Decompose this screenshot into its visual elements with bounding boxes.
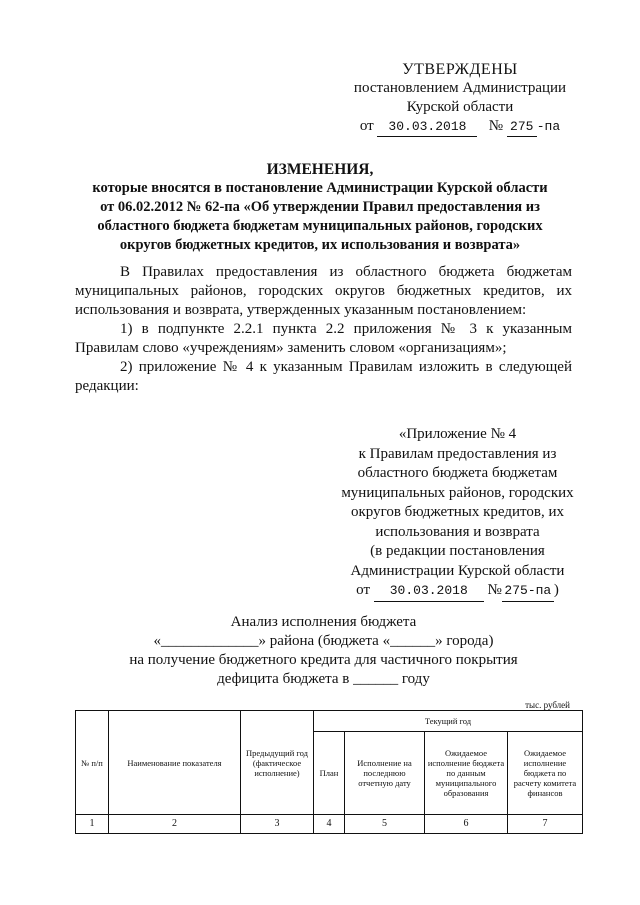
approval-date-prefix: от [359,118,374,134]
appendix-number: 275-па [502,581,554,602]
header-expected-municipal: Ожидаемое исполнение бюджета по данным муниципального образования [425,732,508,815]
appendix-date-prefix: от [356,582,371,598]
approval-date-line [340,117,580,137]
header-num: № п/п [76,711,109,815]
paragraph-intro: В Правилах предоставления из областного бюджета бюджетам муниципальных районов, городских округов бюджетных кредитов, их использования и возврата, утвержденных указанным постановлением: [75,264,572,318]
header-name: Наименование показателя [109,711,241,815]
approval-number-suffix: -па [536,119,561,134]
header-current-year: Текущий год [314,711,583,732]
heading-line-2: от 06.02.2012 № 62-па «Об утверждении Правил предоставления из [100,199,540,215]
analysis-line-4: дефицита бюджета в ______ году [217,671,430,687]
appendix-close: ) [553,582,559,598]
approval-num-prefix: № [488,118,503,134]
col-number-5: 5 [345,815,425,834]
budget-analysis-table [75,710,583,834]
appendix-line-3: областного бюджета бюджетам [357,465,558,481]
appendix-line-4: муниципальных районов, городских [341,484,574,501]
approval-date: 30.03.2018 [377,117,477,137]
heading-line-1: которые вносятся в постановление Администрации Курской области [92,180,548,196]
units-label: тыс. рублей [525,700,570,710]
approval-line-1: постановлением Администрации [353,80,567,96]
paragraph-item-2: 2) приложение № 4 к указанным Правилам изложить в следующей редакции: [75,359,572,394]
approval-number: 275 [507,117,537,137]
appendix-line-2: к Правилам предоставления из [358,445,557,462]
analysis-line-1: Анализ исполнения бюджета [230,614,417,630]
table-row [76,815,583,834]
col-number-3: 3 [241,815,314,834]
col-number-1: 1 [76,815,109,834]
header-plan: План [314,732,345,815]
appendix-line-7: (в редакции постановления [370,543,545,559]
appendix-line-1: «Приложение № 4 [398,426,517,442]
header-expected-finance: Ожидаемое исполнение бюджета по расчету комитета финансов [508,732,583,815]
col-number-2: 2 [109,815,241,834]
heading-line-3: областного бюджета бюджетам муниципальных районов, городских [97,218,543,234]
paragraph-item-1: 1) в подпункте 2.2.1 пункта 2.2 приложения № 3 к указанным Правилам слово «учреждениям» заменить словом «организациям»; [75,321,572,356]
appendix-line-6: использования и возврата [375,523,540,540]
appendix-date: 30.03.2018 [374,581,484,602]
changes-heading [70,160,570,255]
header-execution: Исполнение на последнюю отчетную дату [345,732,425,815]
appendix-date-line [320,581,595,602]
table-header-row [76,711,583,732]
approval-line-2: Курской области [406,99,514,115]
col-number-6: 6 [425,815,508,834]
analysis-line-2: «_____________» района (бюджета «______» города) [153,633,494,649]
appendix-num-prefix: № [487,582,502,598]
header-prev-year: Предыдущий год (фактическое исполнение) [241,711,314,815]
approval-block [340,60,580,137]
heading-line-4: округов бюджетных кредитов, их использования и возврата» [119,237,521,253]
col-number-4: 4 [314,815,345,834]
analysis-title-block [75,613,572,689]
appendix-line-8: Администрации Курской области [350,562,565,579]
appendix-line-5: округов бюджетных кредитов, их [350,504,565,520]
heading-title: ИЗМЕНЕНИЯ, [266,161,374,178]
approval-title: УТВЕРЖДЕНЫ [402,61,518,78]
col-number-7: 7 [508,815,583,834]
appendix-block [320,425,595,602]
body-text [75,263,572,396]
analysis-line-3: на получение бюджетного кредита для частичного покрытия [129,652,518,668]
